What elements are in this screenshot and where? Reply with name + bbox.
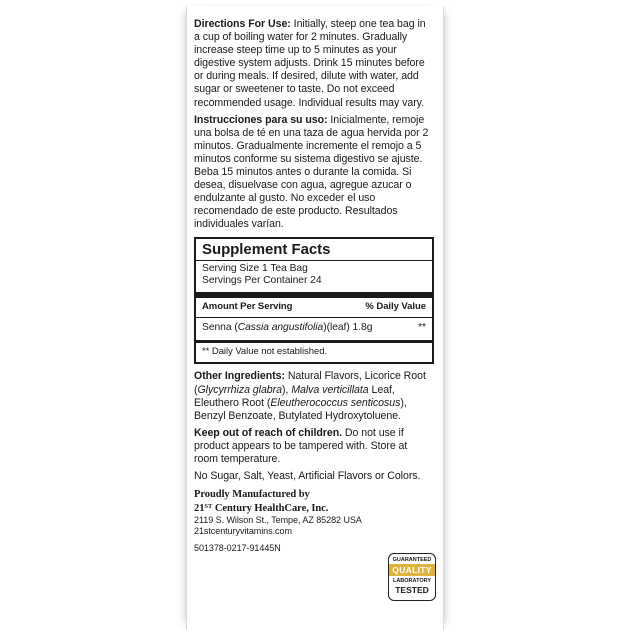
instrucciones-paragraph [194,114,434,232]
directions-text: Initially, steep one tea bag in a cup of boiling water for 2 minutes. Gradually increase steep time up to 5 minutes as your digestive system adjusts. Drink 15 minutes before or during meals. If desired, dilute with water, add sugar or sweetener to taste. Do not exceed recommended usage. Individual results may vary. [194,18,426,109]
ingredient-latin: Cassia angustifolia [237,321,324,333]
other-ingredients-latin: Eleutherococcus senticosus [270,396,401,409]
ingredient-rest: )(leaf) 1.8g [323,321,373,333]
other-ingredients-text: Leaf, Eleuthero Root ( [194,383,395,409]
facts-footnote: ** Daily Value not established. [202,345,328,357]
ingredient-amount [202,322,372,335]
facts-header-row [202,298,426,317]
manufacturer-website: 21stcenturyvitamins.com [194,526,292,537]
badge-top-text: GUARANTEED [392,557,432,563]
instrucciones-label: Instrucciones para su uso: [194,113,328,126]
warning-label: Keep out of reach of children. [194,426,343,439]
warning-paragraph [194,427,434,466]
manufacturer-address: 2119 S. Wilson St., Tempe, AZ 85282 USA [194,515,362,526]
ingredient-name: Senna ( [202,321,238,333]
other-ingredients-label: Other Ingredients: [194,370,285,383]
manufacturer-name-rest: Century HealthCare, Inc. [212,503,329,515]
other-ingredients-latin: Glycyrrhiza glabra [197,383,282,396]
badge-bottom-text: TESTED [395,585,429,595]
servings-per-container: Servings Per Container 24 [202,275,322,287]
manufacturer-heading: Proudly Manufactured by [194,489,310,501]
quality-badge [388,553,436,603]
quality-badge-frame [388,553,436,601]
other-ingredients-text: Natural Flavors, Licorice Root ( [194,370,426,396]
badge-sub-text: LABORATORY [392,578,432,584]
badge-quality-text: QUALITY [389,564,435,576]
product-code: 501378-0217-91445N [194,543,281,554]
supplement-facts-title: Supplement Facts [202,240,331,258]
other-ingredients-text: ), [281,383,292,396]
warning-text: Do not use if product appears to be tampered with. Store at room temperature. [194,426,408,466]
ingredient-dv: ** [418,321,426,333]
other-ingredients-text: ), Benzyl Benzoate, Butylated Hydroxytoluene. [194,396,407,422]
directions-paragraph [194,18,434,110]
ingredient-row [202,318,426,340]
supplement-facts-box [194,237,434,365]
manufacturer-name [194,501,434,515]
other-ingredients-latin: Malva verticillata [291,383,369,396]
manufacturer-name-prefix: 21 [194,503,205,515]
amount-per-serving-header: Amount Per Serving [202,301,293,313]
serving-size: Serving Size 1 Tea Bag [202,262,308,274]
label-text [194,18,434,554]
directions-label: Directions For Use: [194,18,291,30]
instrucciones-text: Inicialmente, remoje una bolsa de té en una taza de agua hervida por 2 minutos. Gradualmente incremente el remojo a 5 minutos conforme su sistema digestivo se ajuste. Beba 15 minutos antes o durante la comida. Si desea, disuelvase con agua, agregue azucar o endulzante al gusto. No exceder el uso recomendado de este producto. Resultados individuales varían. [194,113,429,231]
daily-value-header: % Daily Value [365,301,426,313]
free-from-statement: No Sugar, Salt, Yeast, Artificial Flavors or Colors. [194,470,421,483]
manufacturer-name-sup: ST [204,503,213,511]
other-ingredients-paragraph [194,370,434,422]
